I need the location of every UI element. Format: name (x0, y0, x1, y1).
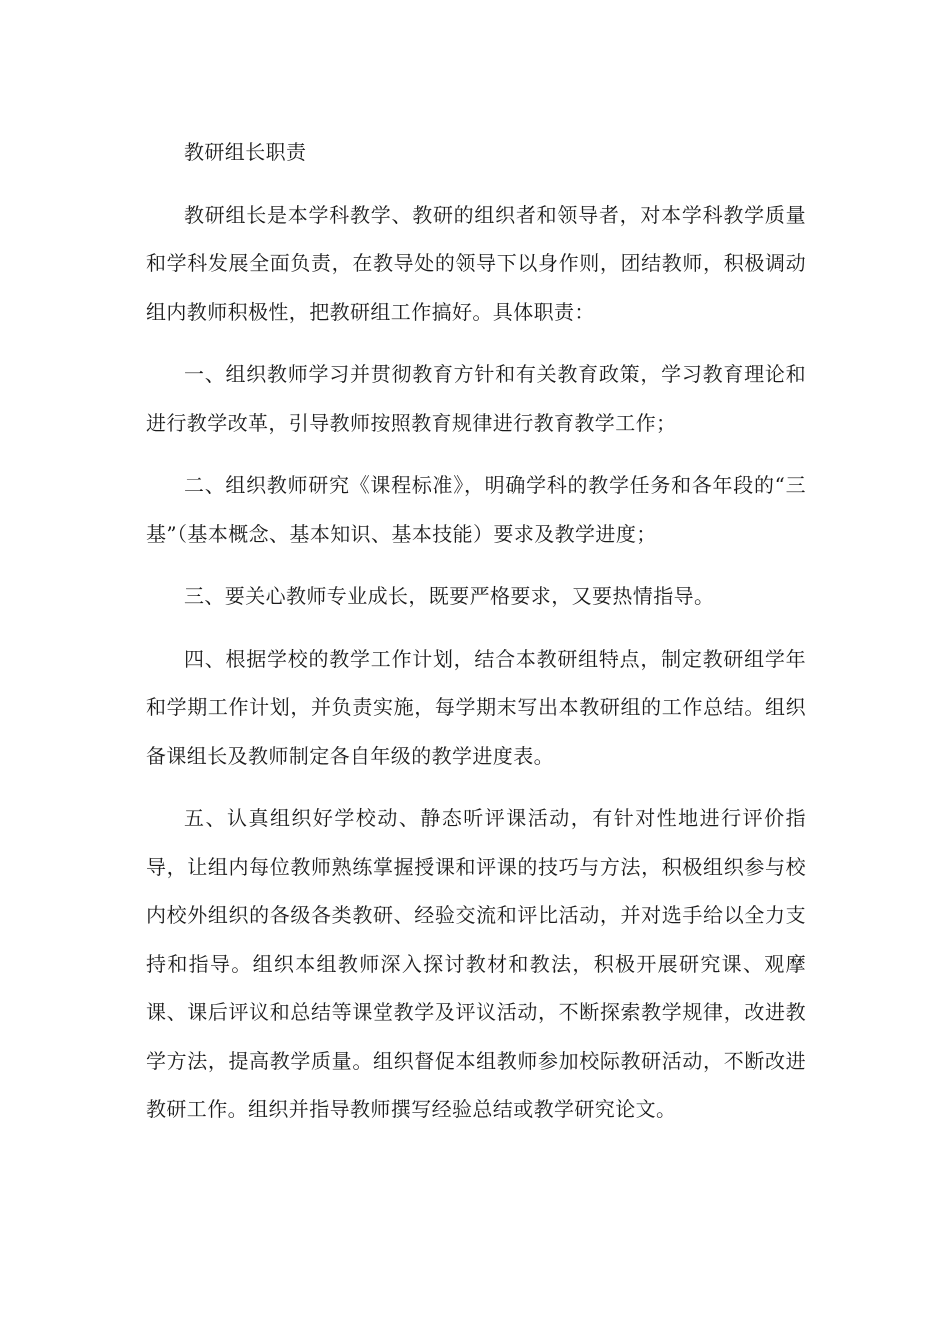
document-title: 教研组长职责 (184, 140, 307, 164)
paragraph-duty-1: 一、组织教师学习并贯彻教育方针和有关教育政策，学习教育理论和进行教学改革，引导教师按照教育规律进行教育教学工作； (146, 362, 806, 435)
paragraph-duty-5: 五、认真组织好学校动、静态听评课活动，有针对性地进行评价指导，让组内每位教师熟练掌握授课和评课的技巧与方法，积极组织参与校内校外组织的各级各类教研、经验交流和评比活动，并对选手给以全力支持和指导。组织本组教师深入探讨教材和教法，积极开展研究课、观摩课、课后评议和总结等课堂教学及评议活动，不断探索教学规律，改进教学方法，提高教学质量。组织督促本组教师参加校际教研活动，不断改进教研工作。组织并指导教师撰写经验总结或教学研究论文。 (146, 806, 806, 1121)
paragraph-duty-4: 四、根据学校的教学工作计划，结合本教研组特点，制定教研组学年和学期工作计划，并负责实施，每学期末写出本教研组的工作总结。组织备课组长及教师制定各自年级的教学进度表。 (146, 646, 806, 768)
paragraph-intro: 教研组长是本学科教学、教研的组织者和领导者，对本学科教学质量和学科发展全面负责，在教导处的领导下以身作则，团结教师，积极调动组内教师积极性，把教研组工作搞好。具体职责： (146, 202, 806, 324)
paragraph-duty-3: 三、要关心教师专业成长，既要严格要求，又要热情指导。 (184, 584, 715, 608)
paragraph-duty-2: 二、组织教师研究《课程标准》，明确学科的教学任务和各年段的“三基”（基本概念、基本知识、基本技能）要求及教学进度； (146, 473, 806, 546)
document-body (146, 128, 806, 1148)
